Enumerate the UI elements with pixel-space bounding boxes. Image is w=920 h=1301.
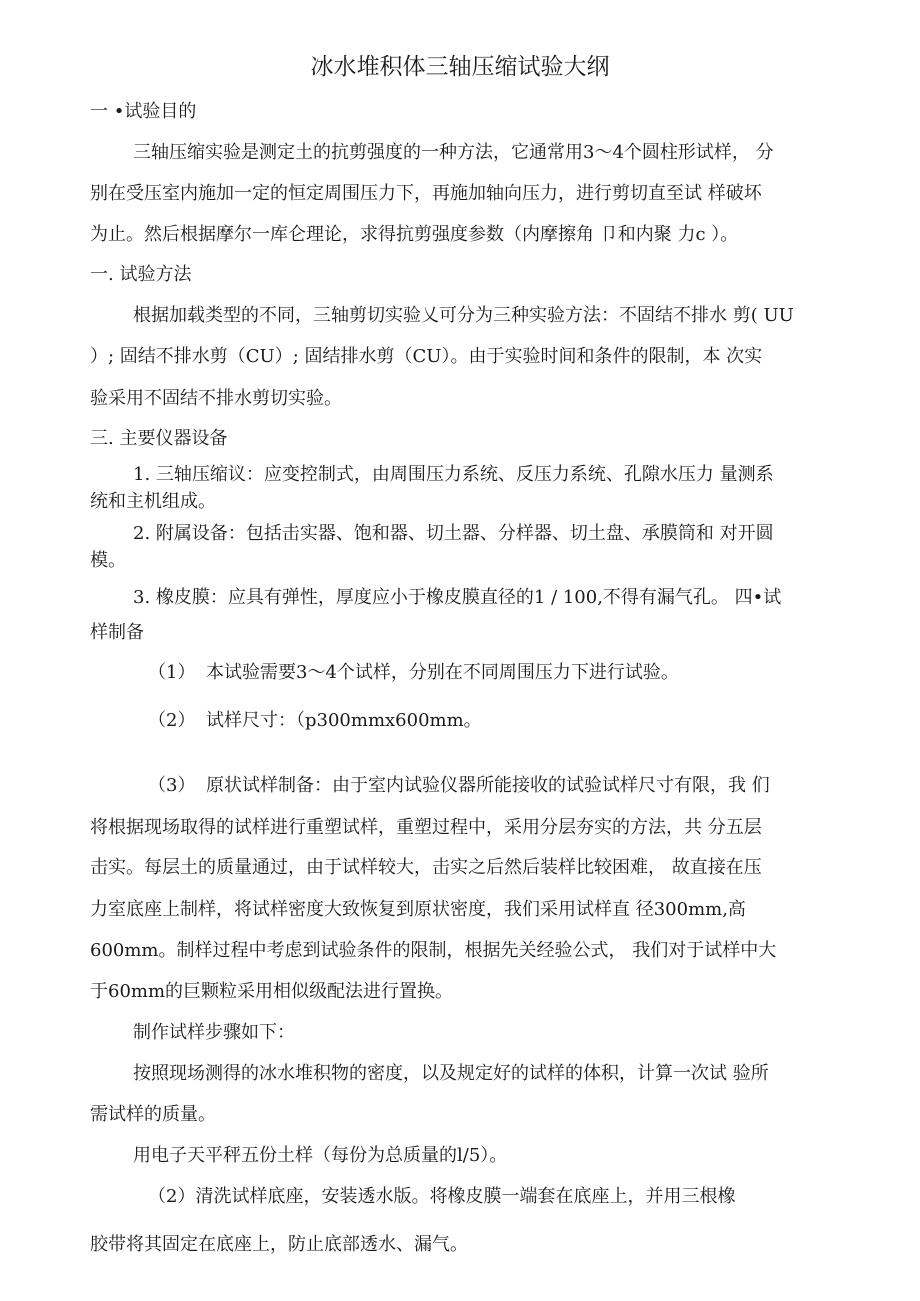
- paragraph-line: （2）清洗试样底座，安装透水版。将橡皮膜一端套在底座上，并用三根橡: [148, 1186, 736, 1207]
- steps-heading: 制作试样步骤如下：: [133, 1022, 295, 1043]
- paragraph-line: 为止。然后根据摩尔一库仑理论，求得抗剪强度参数（内摩擦角 卩和内聚 力c ）。: [90, 224, 739, 245]
- paragraph-line: 600mm。制样过程中考虑到试验条件的限制，根据先关经验公式， 我们对于试样中大: [90, 940, 777, 961]
- paragraph-line: 于60mm的巨颗粒采用相似级配法进行置换。: [90, 981, 454, 1002]
- numbered-item: [148, 660, 835, 686]
- paragraph-line: 别在受压室内施加一定的恒定周围压力下，再施加轴向压力，进行剪切直至试 样破坏: [90, 183, 762, 204]
- list-item-continued: 模。: [90, 550, 126, 571]
- paragraph-line: 胶带将其固定在底座上，防止底部透水、漏气。: [90, 1234, 468, 1255]
- item-number: （2）: [148, 710, 196, 731]
- paragraph-line: ）; 固结不排水剪（CU）; 固结排水剪（CU）。由于实验时间和条件的限制，本 次实: [90, 346, 763, 367]
- section-4-heading-continued: 样制备: [90, 622, 144, 643]
- list-item: 3. 橡皮膜：应具有弹性，厚度应小于橡皮膜直径的1 / 100,不得有漏气孔。 四•试: [133, 587, 782, 608]
- numbered-item: [148, 773, 835, 799]
- paragraph-line: 根据加载类型的不同，三轴剪切实验乂可分为三种实验方法：不固结不排水 剪( UU: [133, 305, 794, 326]
- section-3-heading: 三. 主要仪器设备: [90, 428, 228, 449]
- section-2-heading: 一. 试验方法: [90, 264, 192, 285]
- paragraph-line: 按照现场测得的冰水堆积物的密度，以及规定好的试样的体积，计算一次试 验所: [133, 1063, 769, 1084]
- item-number: （3）: [148, 775, 196, 796]
- paragraph-line: 将根据现场取得的试样进行重塑试样，重塑过程中，采用分层夯实的方法，共 分五层: [90, 817, 762, 838]
- item-number: （1）: [148, 662, 196, 683]
- item-text: 原状试样制备：由于室内试验仪器所能接收的试验试样尺寸有限，我 们: [206, 775, 770, 796]
- list-item: 1. 三轴压缩议：应变控制式，由周围压力系统、反压力系统、孔隙水压力 量测系: [133, 464, 774, 485]
- document-title: 冰水堆积体三轴压缩试验大纲: [310, 54, 610, 80]
- numbered-item: [148, 708, 835, 734]
- paragraph-line: 需试样的质量。: [90, 1104, 216, 1125]
- paragraph-line: 用电子天平秤五份土样（每份为总质量的l/5）。: [133, 1145, 508, 1166]
- item-text: 试样尺寸：（p300mmx600mm。: [206, 710, 482, 731]
- paragraph-line: 击实。每层土的质量通过，由于试样较大，击实之后然后装样比较困难， 故直接在压: [90, 857, 762, 878]
- list-item: 2. 附属设备：包括击实器、饱和器、切土器、分样器、切土盘、承膜筒和 对开圆: [133, 523, 774, 544]
- paragraph-line: 力室底座上制样，将试样密度大致恢复到原状密度，我们采用试样直 径300mm,高: [90, 899, 746, 920]
- paragraph-line: 验采用不固结不排水剪切实验。: [90, 388, 342, 409]
- item-text: 本试验需要3〜4个试样，分别在不同周围压力下进行试验。: [206, 662, 679, 683]
- section-1-heading: 一 •试验目的: [90, 101, 197, 122]
- list-item-continued: 统和主机组成。: [90, 491, 216, 512]
- paragraph-line: 三轴压缩实验是测定土的抗剪强度的一种方法，它通常用3〜4个圆柱形试样， 分: [133, 142, 774, 163]
